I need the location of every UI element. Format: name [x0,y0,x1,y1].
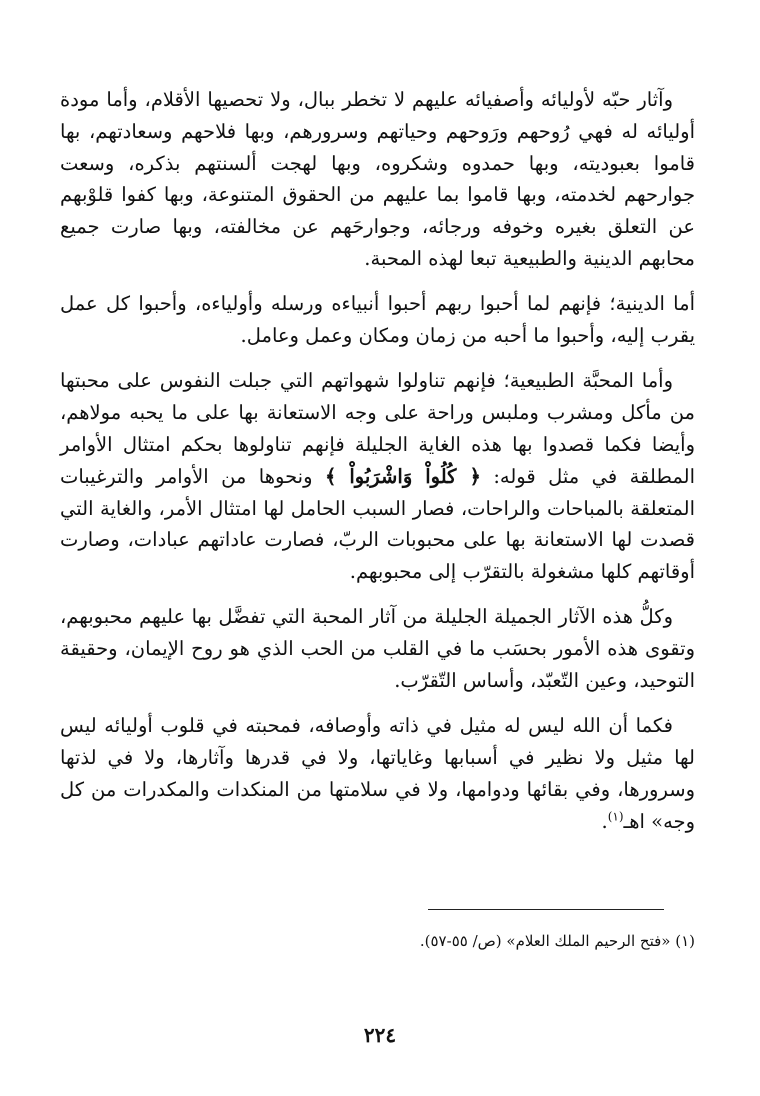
paragraph-5-text: فكما أن الله ليس له مثيل في ذاته وأوصافه، فمحبته في قلوب أوليائه ليس لها مثيل ولا نظير في أسبابها وغاياتها، ولا في قدرها وآثارها، ولا في لذتها وسرورها، وفي بقائها ودوامها، ولا في سلامتها من المنكدات والمكدرات من كل وجه» اهـ [60,714,695,833]
paragraph-5: فكما أن الله ليس له مثيل في ذاته وأوصافه، فمحبته في قلوب أوليائه ليس لها مثيل ولا نظير في أسبابها وغاياتها، ولا في قدرها وآثارها، ولا في لذتها وسرورها، وفي بقائها ودوامها، ولا في سلامتها من المنكدات والمكدرات من كل وجه» اهـ$^{(١)}$. [60,714,695,833]
footnote-reference[interactable]: (١) [607,809,624,824]
footnote-separator [428,909,664,910]
paragraph-2-text: أما الدينية؛ فإنهم لما أحبوا ربهم أحبوا أنبياءه ورسله وأولياءه، وأحبوا كل عمل يقرب إليه، وأحبوا ما أحبه من زمان ومكان وعمل وعامل. [60,292,695,348]
paragraph-4 [60,601,695,696]
paragraph-3-text-before: وأما المحبَّة الطبيعية؛ فإنهم تناولوا شهواتهم التي جبلت النفوس على محبتها من مأكل ومشرب وملبس وراحة على وجه الاستعانة بها على ما يحبه مولاهم، وأيضا فكما قصدوا بها هذه الغاية الجليلة فإنهم تناولوها بحكم امتثال الأوامر المطلقة في مثل قوله: [60,369,695,488]
paragraph-4-text: وكلُّ هذه الآثار الجميلة الجليلة من آثار المحبة التي تفضَّل بها عليهم محبوبهم، وتقوى هذه الأمور بحسَب ما في القلب من الحب الذي هو روح الإيمان، وحقيقة التوحيد، وعين التّعبّد، وأساس التّقرّب. [60,605,695,693]
footnote [60,928,695,954]
paragraph-2 [60,288,695,352]
paragraph-1 [60,84,695,275]
quran-verse: ﴿ كُلُواْ وَاشْرَبُواْ ﴾ [324,464,481,488]
paragraph-1-text: وآثار حبّه لأوليائه وأصفيائه عليهم لا تخطر ببال، ولا تحصيها الأقلام، وأما مودة أوليائه له فهي رُوحهم ورَوحهم وحياتهم وسرورهم، وبها فلاحهم وسعادتهم، بها قاموا بعبوديته، وبها حمدوه وشكروه، وبها لهجت ألسنتهم بذكره، وسعت جوارحهم لخدمته، وبها قاموا بما عليهم من الحقوق المتنوعة، وبها كفوا قلوْبهم عن التعلق بغيره وخوفه ورجائه، وجوارحَهم عن مخالفته، وبها صارت جميع محابهم الدينية والطبيعية تبعا لهذه المحبة. [60,88,696,270]
page-number: ٢٢٤ [363,1023,397,1047]
paragraph-3-text-after: ونحوها من الأوامر والترغيبات المتعلقة بالمباحات والراحات، فصار السبب الحامل لها امتثال الأمر، والغاية التي قصدت لها الاستعانة بها على محبوبات الربّ، فصارت عاداتهم عبادات، وصارت أوقاتهم كلها مشغولة بالتقرّب إلى محبوبهم. [60,464,695,584]
main-text [60,84,695,851]
footnote-text: (١) «فتح الرحيم الملك العلام» (ص/ ٥٥-٥٧). [419,932,695,950]
paragraph-3 [60,365,695,588]
